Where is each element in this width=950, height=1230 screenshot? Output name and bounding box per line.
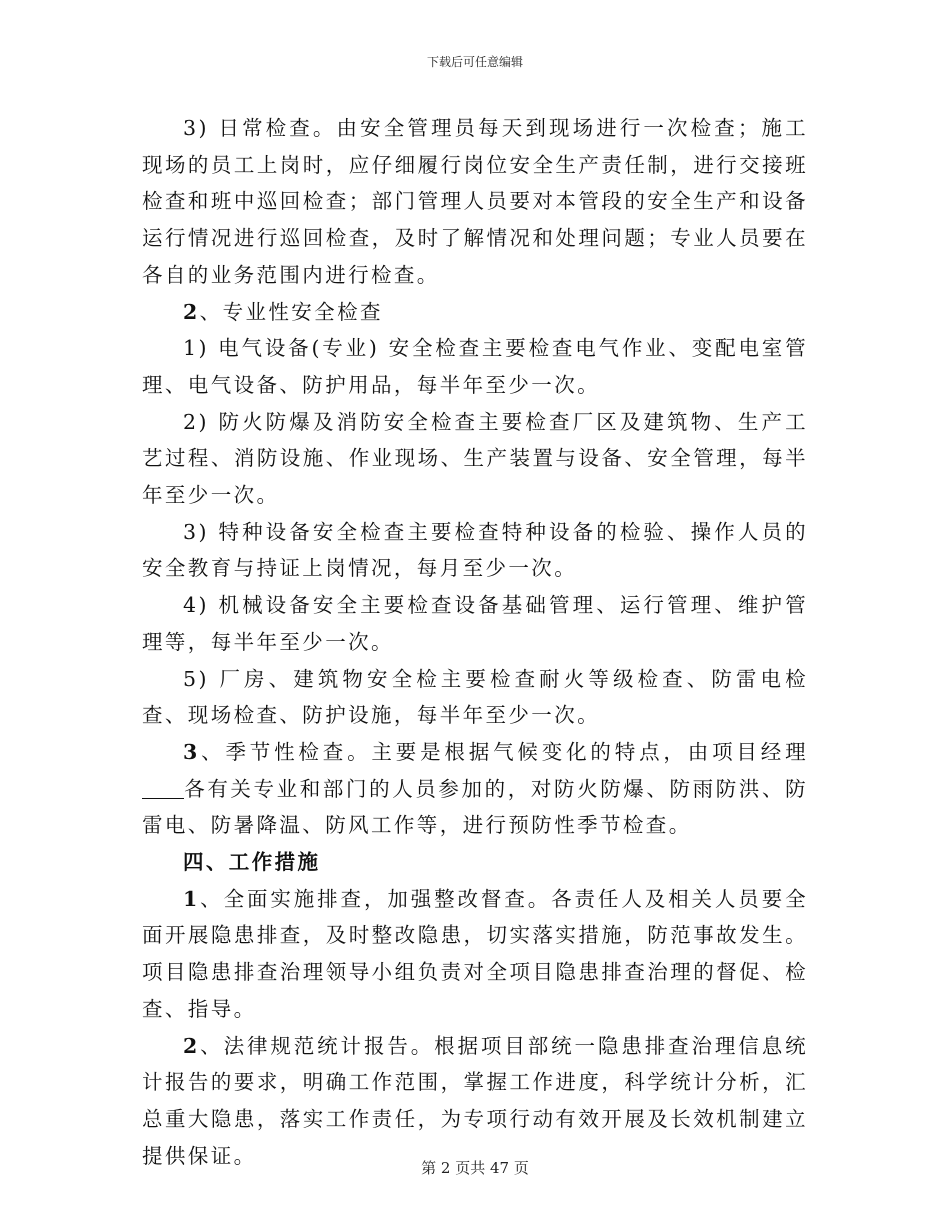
item-number: 2 <box>183 299 200 324</box>
page-header: 下载后可任意编辑 <box>426 55 523 69</box>
item-number: 2 <box>183 1033 200 1058</box>
item-text: 、法律规范统计报告。根据项目部统一隐患排查治理信息统计报告的要求，明确工作范围，掌握工作进度，科学统计分析，汇总重大隐患，落实工作责任，为专项行动有效开展及长效机制建立提供保证。 <box>142 1033 808 1168</box>
document-body <box>142 110 808 1174</box>
paragraph-professional-check-heading <box>142 294 808 331</box>
item-text-after-blank: 各有关专业和部门的人员参加的，对防火防爆、防雨防洪、防雷电、防暑降温、防风工作等，进行预防性季节检查。 <box>142 776 808 838</box>
paragraph-mechanical-check: 4) 机械设备安全主要检查设备基础管理、运行管理、维护管理等，每半年至少一次。 <box>142 593 808 654</box>
section-heading-measures: 四、工作措施 <box>183 850 321 875</box>
item-text: 、专业性安全检查 <box>199 299 383 324</box>
item-text: 、全面实施排查，加强整改督查。各责任人及相关人员要全面开展隐患排查，及时整改隐患，切实落实措施，防范事故发生。项目隐患排查治理领导小组负责对全项目隐患排查治理的督促、检查、指导。 <box>142 886 808 1021</box>
paragraph-building-check: 5) 厂房、建筑物安全检主要检查耐火等级检查、防雷电检查、现场检查、防护设施，每半年至少一次。 <box>142 666 808 728</box>
paragraph-measure-2 <box>142 1028 808 1175</box>
paragraph-fire-check: 2) 防火防爆及消防安全检查主要检查厂区及建筑物、生产工艺过程、消防设施、作业现场、生产装置与设备、安全管理，每半年至少一次。 <box>142 409 808 508</box>
paragraph-special-equipment-check: 3) 特种设备安全检查主要检查特种设备的检验、操作人员的安全教育与持证上岗情况，每月至少一次。 <box>142 519 808 581</box>
item-number: 1 <box>183 886 200 911</box>
paragraph-electrical-check: 1) 电气设备(专业) 安全检查主要检查电气作业、变配电室管理、电气设备、防护用品，每半年至少一次。 <box>142 336 808 397</box>
paragraph-seasonal-check <box>142 734 808 844</box>
paragraph-daily-check: 3) 日常检查。由安全管理员每天到现场进行一次检查；施工现场的员工上岗时，应仔细履行岗位安全生产责任制，进行交接班检查和班中巡回检查；部门管理人员要对本管段的安全生产和设备运行情况进行巡回检查，及时了解情况和处理问题；专业人员要在各自的业务范围内进行检查。 <box>142 116 808 287</box>
fill-in-blank <box>142 777 184 799</box>
paragraph-measure-1 <box>142 881 808 1028</box>
item-text-before-blank: 、季节性检查。主要是根据气候变化的特点，由项目经理 <box>199 739 808 764</box>
page-footer: 第 2 页共 47 页 <box>421 1159 529 1177</box>
item-number: 3 <box>183 739 200 764</box>
